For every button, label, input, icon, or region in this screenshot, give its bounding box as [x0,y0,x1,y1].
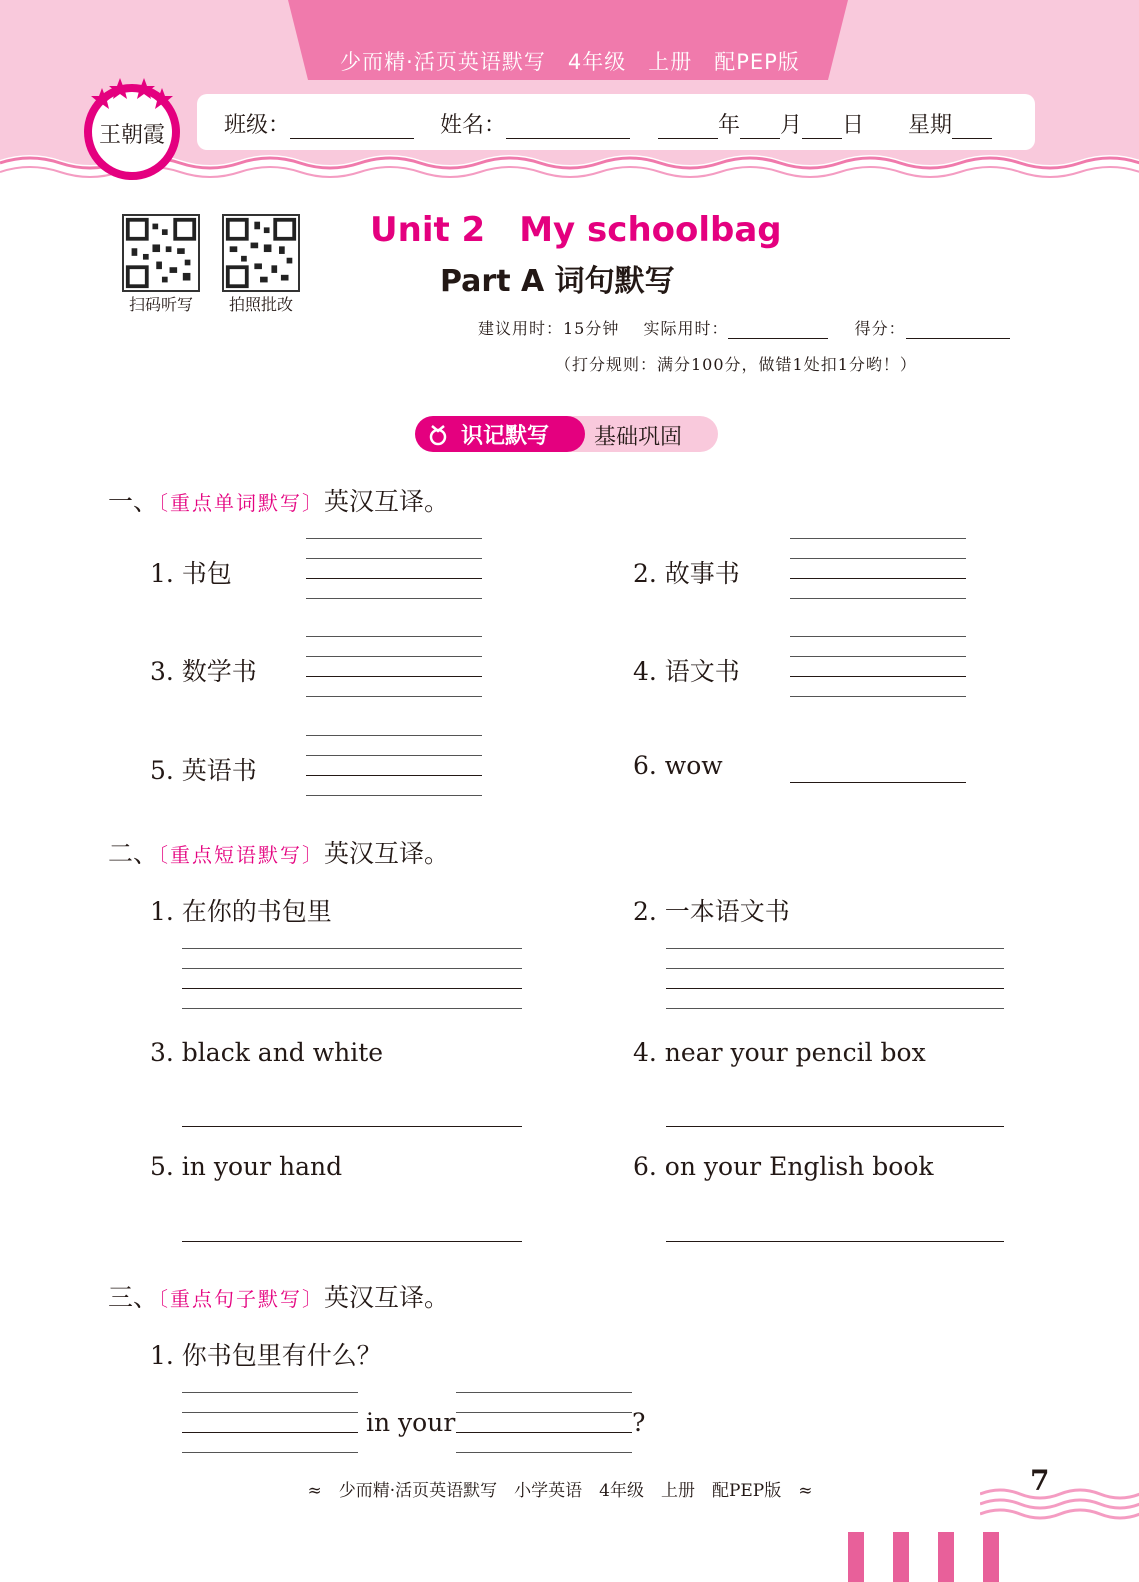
actual-time-label: 实际用时： [643,319,729,338]
brand-logo [80,70,184,182]
tab-marker [938,1532,954,1582]
answer-line[interactable] [790,782,966,783]
page-number: 7 [1030,1464,1050,1497]
tab-marker [848,1532,864,1582]
banner-left: 识记默写 [415,416,585,452]
question-item: 1. 在你的书包里 [150,897,332,926]
date-field[interactable]: 年 月 日 [658,108,864,139]
footer-text: ≈ 少而精·活页英语默写 小学英语 4年级 上册 配PEP版 ≈ [307,1481,813,1501]
question-item: 2. 故事书 [633,559,740,588]
section-1-heading: 一、〔重点单词默写〕英汉互译。 [108,487,450,516]
question-item: 3. 数学书 [150,657,257,686]
svg-text:王朝霞: 王朝霞 [98,123,166,148]
score-label: 得分： [854,319,906,338]
question-item: 1. 你书包里有什么？ [150,1341,382,1370]
question-item: 4. near your pencil box [633,1038,926,1067]
scoring-rule: （打分规则：满分100分，做错1处扣1分哟！） [555,355,917,374]
answer-line[interactable] [666,1126,1004,1127]
banner-right-text: 基础巩固 [594,425,683,450]
question-item: 5. in your hand [150,1152,343,1181]
question-item: 6. on your English book [633,1152,934,1181]
question-item: 2. 一本语文书 [633,897,790,926]
actual-time-input[interactable] [728,322,828,339]
name-field[interactable]: 姓名： [440,108,630,139]
answer-line[interactable] [182,1241,522,1242]
tab-marker [893,1532,909,1582]
weekday-field[interactable]: 星期 [908,108,992,139]
suggested-time: 建议用时：15分钟 [478,319,620,338]
qr-code-icon[interactable] [222,214,300,292]
time-score-line [478,316,1010,339]
question-item: 6. wow [633,751,723,780]
footer-wave-decoration [980,1486,1139,1522]
question-item: 3. black and white [150,1038,384,1067]
question-item: 4. 语文书 [633,657,740,686]
unit-title: Unit 2 My schoolbag [370,210,782,250]
question-item: 1. 书包 [150,559,232,588]
sentence-fixed-text: in your [366,1408,456,1437]
tab-marker [983,1532,999,1582]
section-2-heading: 二、〔重点短语默写〕英汉互译。 [108,839,450,868]
answer-line[interactable] [182,1126,522,1127]
qr-label-grade: 拍照批改 [228,295,293,314]
medal-icon [427,424,449,446]
question-item: 5. 英语书 [150,756,257,785]
answer-line[interactable] [666,1241,1004,1242]
class-field[interactable]: 班级： [224,108,414,139]
part-title: Part A 词句默写 [440,264,675,299]
sentence-end-mark: ? [632,1408,646,1437]
section-3-heading: 三、〔重点句子默写〕英汉互译。 [108,1283,450,1312]
series-title: 少而精·活页英语默写 4年级 上册 配PEP版 [340,50,800,74]
qr-code-icon[interactable] [122,214,200,292]
qr-label-listen: 扫码听写 [128,295,193,314]
score-input[interactable] [906,322,1010,339]
